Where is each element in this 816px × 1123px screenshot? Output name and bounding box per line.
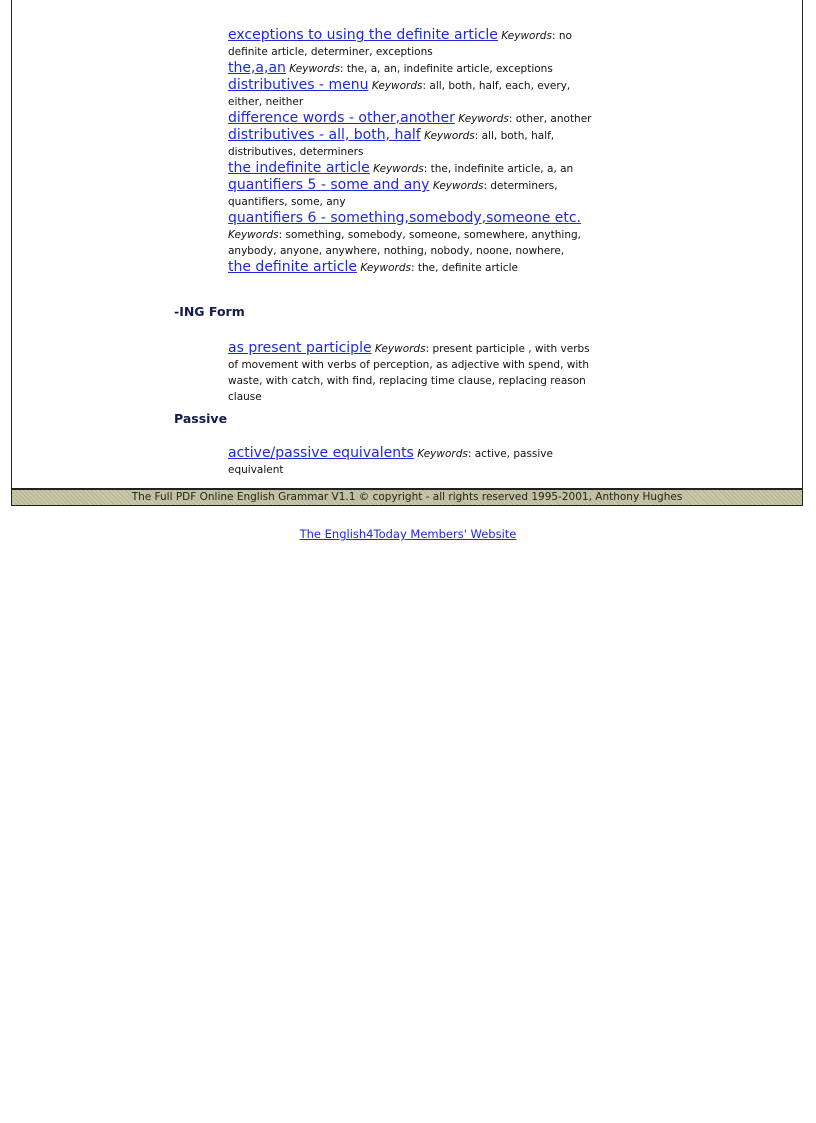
list-item: quantifiers 5 - some and any Keywords: determiners, quantifiers, some, any bbox=[228, 177, 558, 208]
entry-keywords: the, indefinite article, a, an bbox=[430, 163, 574, 175]
list-item: the indefinite article Keywords: the, indefinite article, a, an bbox=[228, 160, 574, 176]
entry-link[interactable]: exceptions to using the definite article bbox=[228, 27, 498, 43]
entry-keywords: present participle , with verbs of movement with verbs of perception, as adjective with spend, with waste, with catch, with find, replacing time clause, replacing reason clause bbox=[228, 343, 590, 403]
keywords-label: Keywords bbox=[373, 163, 424, 175]
entry-link[interactable]: quantifiers 5 - some and any bbox=[228, 177, 430, 193]
keywords-label: Keywords bbox=[432, 180, 484, 192]
entry-link[interactable]: distributives - menu bbox=[228, 77, 369, 93]
list-item: as present participle Keywords: present participle , with verbs of movement with verbs of perception, as adjective with spend, with waste, with catch, with find, replacing time clause, replacing reason clause bbox=[228, 340, 590, 403]
list-item: active/passive equivalents Keywords: active, passive equivalent bbox=[228, 445, 553, 476]
entry-keywords: no definite article, determiner, exceptions bbox=[228, 30, 572, 58]
entry-link[interactable]: the indefinite article bbox=[228, 160, 370, 176]
keywords-label: Keywords bbox=[371, 80, 423, 92]
keywords-label: Keywords bbox=[417, 448, 468, 460]
entry-link[interactable]: active/passive equivalents bbox=[228, 445, 414, 461]
ing-form-list bbox=[228, 340, 603, 405]
keywords-label: Keywords bbox=[374, 343, 426, 355]
entry-keywords: something, somebody, someone, somewhere, anything, anybody, anyone, anywhere, nothing, nobody, noone, nowhere, bbox=[228, 229, 581, 257]
entry-keywords: determiners, quantifiers, some, any bbox=[228, 180, 558, 208]
list-item: exceptions to using the definite article Keywords: no definite article, determiner, exceptions bbox=[228, 27, 572, 58]
copyright-footer: The Full PDF Online English Grammar V1.1 © copyright - all rights reserved 1995-2001, Anthony Hughes bbox=[11, 488, 803, 506]
determiners-list bbox=[228, 27, 603, 276]
members-website-link[interactable]: The English4Today Members' Website bbox=[299, 527, 517, 541]
passive-list bbox=[228, 445, 603, 478]
keywords-label: Keywords bbox=[360, 262, 411, 274]
entry-keywords: other, another bbox=[515, 113, 592, 125]
entry-link[interactable]: the definite article bbox=[228, 259, 357, 275]
entry-keywords: active, passive equivalent bbox=[228, 448, 553, 476]
entry-link[interactable]: quantifiers 6 - something,somebody,someone etc. bbox=[228, 210, 582, 226]
entry-keywords: all, both, half, distributives, determiners bbox=[228, 130, 555, 158]
list-item: distributives - all, both, half Keywords: all, both, half, distributives, determiners bbox=[228, 127, 555, 158]
entry-keywords: the, definite article bbox=[417, 262, 518, 274]
section-title-ing-form: -ING Form bbox=[174, 304, 245, 319]
entry-link[interactable]: the,a,an bbox=[228, 60, 286, 76]
entry-link[interactable]: distributives - all, both, half bbox=[228, 127, 421, 143]
list-item: quantifiers 6 - something,somebody,someone etc. Keywords: something, somebody, someone, somewhere, anything, anybody, anyone, anywhere, nothing, nobody, noone, nowhere, bbox=[228, 210, 582, 257]
entry-keywords: all, both, half, each, every, either, neither bbox=[228, 80, 571, 108]
entry-link[interactable]: difference words - other,another bbox=[228, 110, 455, 126]
list-item: distributives - menu Keywords: all, both, half, each, every, either, neither bbox=[228, 77, 571, 108]
keywords-label: Keywords bbox=[458, 113, 509, 125]
section-title-passive: Passive bbox=[174, 411, 228, 426]
keywords-label: Keywords bbox=[228, 229, 279, 241]
members-link-container bbox=[0, 527, 816, 541]
entry-keywords: the, a, an, indefinite article, exceptions bbox=[346, 63, 553, 75]
entry-link[interactable]: as present participle bbox=[228, 340, 372, 356]
keywords-label: Keywords bbox=[424, 130, 475, 142]
list-item: the,a,an Keywords: the, a, an, indefinite article, exceptions bbox=[228, 60, 553, 76]
keywords-label: Keywords bbox=[289, 63, 340, 75]
list-item: difference words - other,another Keywords: other, another bbox=[228, 110, 592, 126]
keywords-label: Keywords bbox=[501, 30, 552, 42]
list-item: the definite article Keywords: the, definite article bbox=[228, 259, 518, 275]
